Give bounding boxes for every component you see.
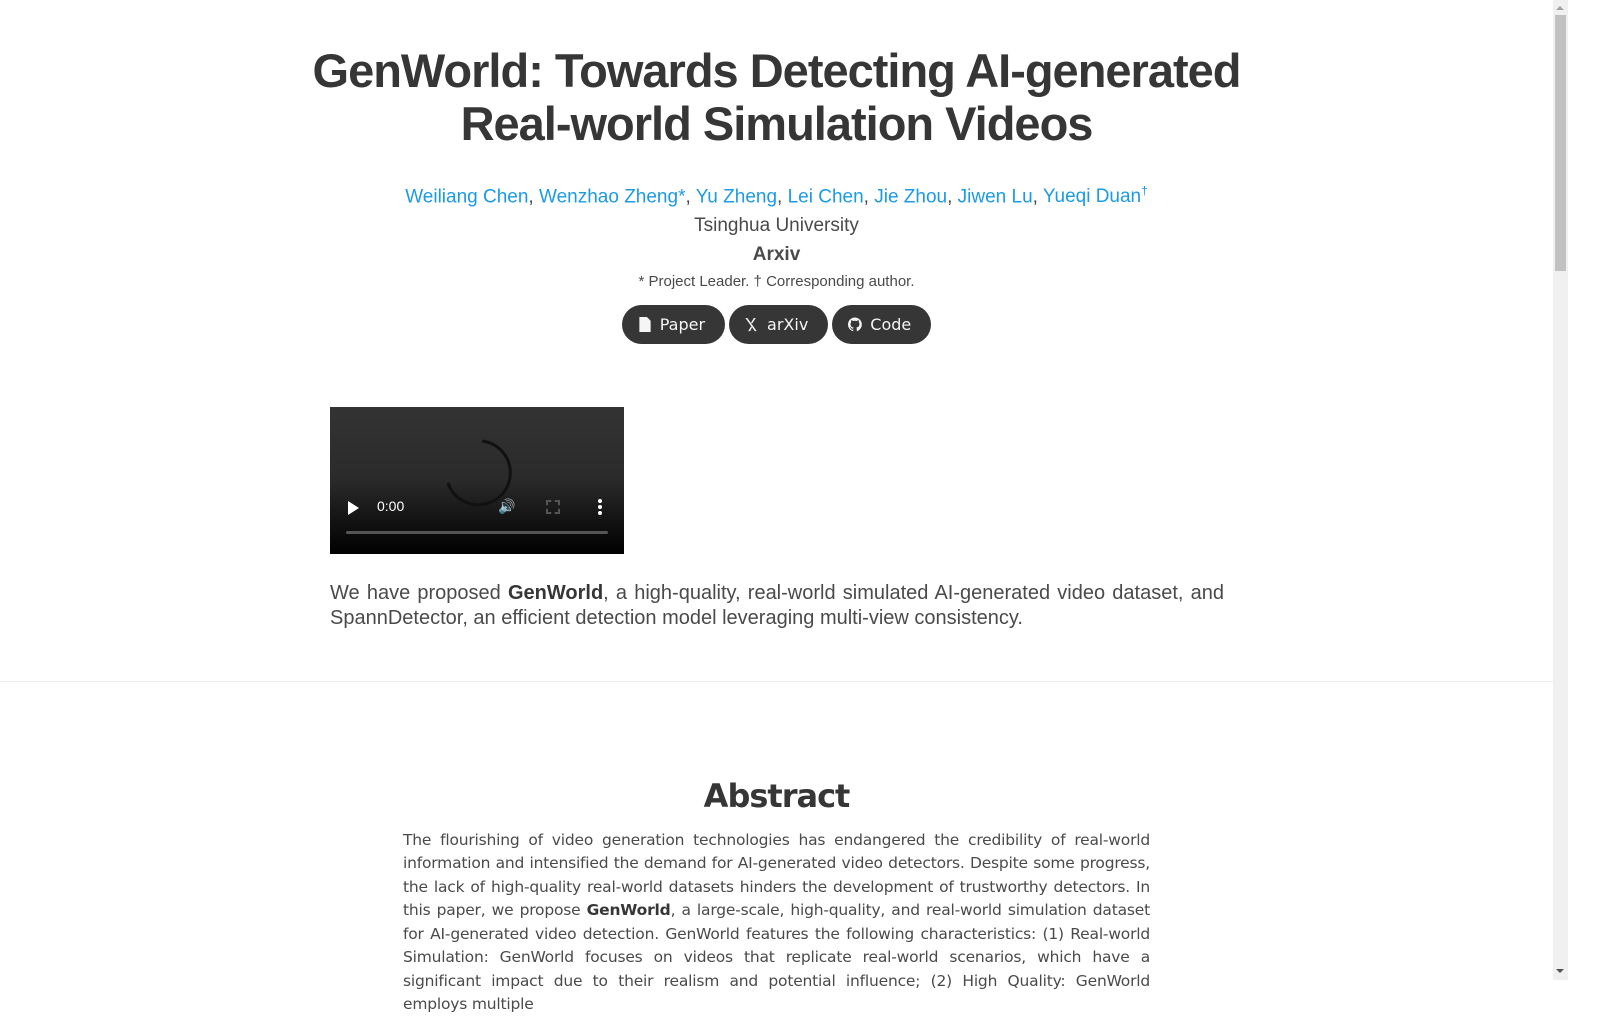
play-icon[interactable] [348, 501, 359, 515]
arxiv-label: arXiv [767, 315, 809, 335]
abstract-heading: Abstract [703, 776, 850, 815]
venue: Arxiv [752, 244, 801, 266]
fullscreen-icon[interactable] [546, 500, 560, 514]
pdf-icon [638, 317, 652, 332]
author-link[interactable]: Lei Chen [787, 186, 864, 208]
author-link[interactable]: Wenzhao Zheng* [538, 186, 686, 208]
teaser-video[interactable] [330, 407, 624, 554]
author-link[interactable]: Yueqi Duan† [1042, 184, 1148, 208]
code-label: Code [870, 315, 912, 335]
hero-section [0, 0, 1553, 344]
scroll-up-arrow-icon[interactable] [1556, 6, 1564, 10]
author-note: * Project Leader. † Corresponding author. [638, 273, 915, 291]
video-controls [330, 497, 624, 519]
author-link[interactable]: Jiwen Lu [957, 186, 1033, 208]
page-title: GenWorld: Towards Detecting AI-generated Real-world Simulation Videos [312, 44, 1241, 150]
paper-button[interactable] [622, 305, 725, 344]
arxiv-icon [745, 317, 759, 332]
volume-icon[interactable]: 🔊 [498, 499, 516, 515]
teaser-caption: We have proposed GenWorld, a high-quality, real-world simulated AI-generated video dataset, and SpannDetector, an efficient detection model leveraging multi-view consistency. [330, 582, 1225, 629]
vertical-scrollbar[interactable] [1553, 0, 1568, 980]
scrollbar-thumb[interactable] [1555, 15, 1566, 271]
author-link[interactable]: Jie Zhou [874, 186, 948, 208]
loading-spinner-icon [442, 437, 510, 505]
author-list: Weiliang Chen, Wenzhao Zheng*, Yu Zheng, Lei Chen, Jie Zhou, Jiwen Lu, Yueqi Duan† [405, 184, 1148, 208]
affiliation: Tsinghua University [694, 215, 859, 237]
abstract-text: The flourishing of video generation technologies has endangered the credibility of real-world information and intensified the demand for AI-generated video detectors. Despite some progress, the lack of high-quality real-world datasets hinders the development of trustworthy detectors. In this paper, we propose GenWorld, a large-scale, high-quality, and real-world simulation dataset for AI-generated video detection. GenWorld features the following characteristics: (1) Real-world Simulation: GenWorld focuses on videos that replicate real-world scenarios, which have a significant impact due to their realism and potential influence; (2) High Quality: GenWorld employs multiple [403, 830, 1150, 1013]
section-divider [0, 681, 1553, 682]
author-link[interactable]: Yu Zheng [695, 186, 778, 208]
more-options-icon[interactable] [598, 499, 602, 517]
arxiv-button[interactable] [729, 305, 828, 344]
link-buttons [0, 305, 1553, 344]
code-button[interactable] [832, 305, 931, 344]
author-link[interactable]: Weiliang Chen [405, 186, 529, 208]
video-progress-bar[interactable] [346, 531, 608, 534]
paper-label: Paper [659, 315, 706, 335]
scroll-down-arrow-icon[interactable] [1556, 969, 1564, 973]
github-icon [848, 317, 862, 332]
video-time: 0:00 [377, 498, 405, 514]
